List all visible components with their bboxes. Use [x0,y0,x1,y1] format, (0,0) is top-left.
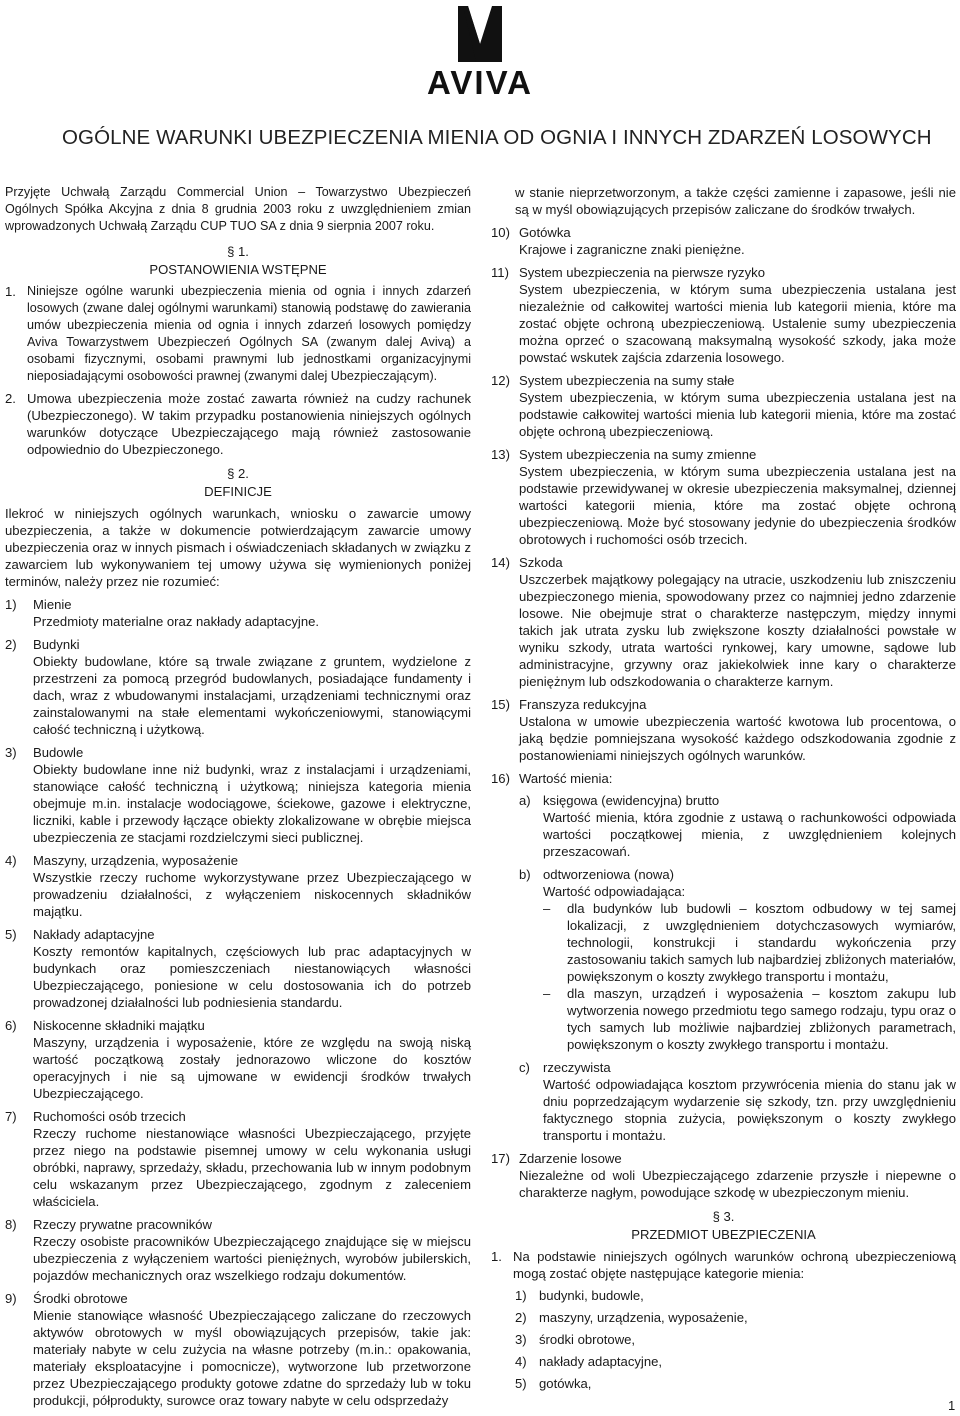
definition-body: Niezależne od woli Ubezpieczającego zdarzenie przyszłe i niepewne o charakterze nagłym, powodujące szkodę w ubezpieczonym mieniu. [519,1168,956,1200]
definition-number: 11) [491,265,509,280]
aviva-logo-icon [416,6,544,64]
definition-number: 14) [491,555,510,570]
definition-term: Środki obrotowe [33,1291,128,1306]
section3-item [491,1248,956,1282]
definition-term: Rzeczy prywatne pracowników [33,1217,213,1232]
category-number: 1) [515,1288,527,1303]
section2-heading [5,465,471,501]
definition-item [5,1108,471,1210]
intro-paragraph: Przyjęte Uchwałą Zarządu Commercial Union – Towarzystwo Ubezpieczeń Ogólnych Spółka Akcyjna z dnia 8 grudnia 2003 roku z uwzględnieniem zmian wprowadzonych Uchwałą Zarządu CUP TUO SA z dnia 9 sierpnia 2007 roku. [5,185,471,233]
dash-mark: – [543,901,551,916]
value-type-letter: b) [519,867,531,882]
definition-item [5,852,471,920]
value-type-body: Wartość odpowiadająca kosztom przywrócenia mienia do stanu jak w dniu poprzedzającym wydarzenie się szkody, tzn. przy uwzględnieniu faktycznego stopnia zużycia, powiększonym o koszty zwykłego transportu i montażu. [543,1077,956,1143]
definition-number: 4) [5,853,17,868]
definition-item [491,770,956,787]
section2-title: DEFINICJE [204,484,272,499]
definition-body: System ubezpieczenia, w którym suma ubezpieczenia ustalana jest na podstawie przewidywanej w okresie ubezpieczenia maksymalnej, dziennej wartości kategorii mienia, które ma zostać objęte ochroną ubezpieczeniową. Może być stosowany jedynie do ubezpieczenia środków obrotowych i ruchomości osób trzecich. [519,464,956,547]
right-column [491,184,956,1397]
dash-text: dla budynków lub budowli – kosztom odbudowy w tej samej lokalizacji, z uwzględnieniem dotychczasowych wymiarów, technologii, konstrukcji i standardu wykończenia przy zastosowaniu takich samych lub najbardziej zbliżonych materiałów, powiększonym o koszty zwykłego transportu i montażu, [567,901,956,984]
definition-term: Mienie [33,597,72,612]
definition-term: Franszyza redukcyjna [519,697,647,712]
logo-text: AVIVA [427,64,533,101]
value-type-body: Wartość mienia, która zgodnie z ustawą o rachunkowości odpowiada wartości początkowej mienia, z uwzględnieniem kolejnych przeszacowań. [543,810,956,859]
definition-term: Wartość mienia: [519,771,613,786]
item-number: 1. [491,1249,502,1264]
value-type-term: księgowa (ewidencyjna) brutto [543,793,720,808]
value-type-item [519,866,956,1053]
section3-number: § 3. [712,1209,735,1224]
definition-term: System ubezpieczenia na pierwsze ryzyko [519,265,765,280]
definition-body: Przedmioty materialne oraz nakłady adaptacyjne. [33,614,320,629]
definition-body: System ubezpieczenia, w którym suma ubezpieczenia ustalana jest na podstawie całkowitej wartości mienia lub kategorii mienia, które ma zostać objęte ochroną ubezpieczeniową. [519,390,956,439]
value-type-letter: a) [519,793,531,808]
definition-body: System ubezpieczenia, w którym suma ubezpieczenia ustalana jest niezależnie od całkowitej wartości mienia lub kategorii mienia, które ma zostać objęte ochroną ubezpieczeniową. Ustalenie sumy ubezpieczenia można oprzeć o szacowaną maksymalną wysokość szkody, jaka może powstać wskutek zajścia zdarzenia losowego. [519,282,956,365]
category-item [515,1375,956,1392]
definition-number: 16) [491,771,510,786]
value-type-term: rzeczywista [543,1060,611,1075]
category-number: 4) [515,1354,527,1369]
category-text: gotówka, [539,1376,592,1391]
definition-term: Gotówka [519,225,571,240]
dash-list [543,900,956,1053]
section1-title: POSTANOWIENIA WSTĘPNE [149,262,327,277]
dash-item [543,985,956,1053]
value-type-item [519,792,956,860]
definition-item [5,596,471,630]
definition-term: Ruchomości osób trzecich [33,1109,186,1124]
definition-body: Obiekty budowlane, które są trwale związane z gruntem, wydzielone z przestrzeni za pomocą przegród budowlanych, posiadające fundamenty i dach, wraz z wbudowanymi instalacjami, urządzeniami technicznymi oraz zainstalowanymi na stałe elementami wykończeniowymi, stanowiącymi całość techniczną i użytkową. [33,654,471,737]
dash-item [543,900,956,985]
section3-heading [491,1208,956,1244]
definition-continuation: w stanie nieprzetworzonym, a także części zamienne i zapasowe, jeśli nie są w myśl obowiązujących przepisów zaliczane do środków trwałych. [515,185,956,217]
document-title: OGÓLNE WARUNKI UBEZPIECZENIA MIENIA OD OGNIA I INNYCH ZDARZEŃ LOSOWYCH [62,126,932,149]
definition-body: Uszczerbek majątkowy polegający na utracie, uszkodzeniu lub zniszczeniu ubezpieczonego mienia, spowodowany przez co najmniej jedno zdarzenie losowe. Nie obejmuje strat o charakterze następczym, między innymi takich jak utrata zysku lub zwiększone koszty działalności powstałe w wyniku szkody, utrata wartości rynkowej, kary umowne, sądowe lub administracyjne, grzywny oraz jakiekolwiek inne kary o charakterze pieniężnym lub odszkodowania o charakterze karnym. [519,572,956,689]
definition-term: Niskocenne składniki majątku [33,1018,205,1033]
aviva-logo [416,6,544,101]
definition-body: Rzeczy osobiste pracowników Ubezpieczającego znajdujące się w miejscu ubezpieczenia z wyłączeniem wartości pieniężnych, wyrobów jubilerskich, pojazdów mechanicznych oraz wszelkiego rodzaju dokumentów. [33,1234,471,1283]
definition-item [5,1216,471,1284]
definition-item [5,1290,471,1409]
definition-body: Obiekty budowlane inne niż budynki, wraz z instalacjami i urządzeniami, stanowiące całość techniczną i użytkową; niniejsza kategoria mienia obejmuje m.in. instalacje wodociągowe, ściekowe, gazowe i elektryczne, liczniki, kable i przewody łączące obiekty zlokalizowane w obrębie miejsca ubezpieczenia ze stacjami rozdzielczymi sieci publicznej. [33,762,471,845]
definition-body: Maszyny, urządzenia i wyposażenie, które ze względu na swoją niską wartość początkową zostały jednorazowo wliczone do kosztów operacyjnych i nie są ujmowane w ewidencji środków trwałych Ubezpieczającego. [33,1035,471,1101]
definition-number: 5) [5,927,17,942]
value-type-body: Wartość odpowiadająca: [543,884,686,899]
item-text: Niniejsze ogólne warunki ubezpieczenia mienia od ognia i innych zdarzeń losowych (zwane dalej ogólnymi warunkami) stanowią podstawę do zawierania umów ubezpieczenia mienia od ognia i innych zdarzeń losowych pomiędzy Aviva Towarzystwem Ubezpieczeń Ogólnych SA (zwanym dalej Avivą) a osobami fizycznymi, osobami prawnymi lub jednostkami organizacyjnymi nieposiadającymi osobowości prawnej (zwanymi dalej Ubezpieczającym). [27,284,471,383]
category-item [515,1331,956,1348]
value-type-item [519,1059,956,1144]
definition-number: 9) [5,1291,17,1306]
definition-term: Budowle [33,745,84,760]
definition-number: 17) [491,1151,510,1166]
category-text: maszyny, urządzenia, wyposażenie, [539,1310,748,1325]
definition-item [491,372,956,440]
definition-item [5,1017,471,1102]
dash-text: dla maszyn, urządzeń i wyposażenia – kosztom zakupu lub wytworzenia nowego przedmiotu tego samego rodzaju, typu oraz o tych samych lub możliwie najbardziej zbliżonych parametrach, powiększonym o koszty zwykłego transportu i montażu. [567,986,956,1052]
section3-title: PRZEDMIOT UBEZPIECZENIA [631,1227,816,1242]
definition-term: System ubezpieczenia na sumy zmienne [519,447,757,462]
definition-term: Nakłady adaptacyjne [33,927,155,942]
definition-term: System ubezpieczenia na sumy stałe [519,373,735,388]
category-item [515,1309,956,1326]
item-text: Na podstawie niniejszych ogólnych warunków ochroną ubezpieczeniową mogą zostać objęte następujące kategorie mienia: [513,1249,956,1281]
definition-number: 15) [491,697,510,712]
definition-number: 13) [491,447,510,462]
definition-number: 8) [5,1217,17,1232]
section1-item [5,283,471,385]
value-type-letter: c) [519,1060,530,1075]
page-number: 1 [948,1398,956,1413]
category-item [515,1287,956,1304]
definition-item [491,446,956,548]
definition-number: 12) [491,373,510,388]
definition-term: Zdarzenie losowe [519,1151,622,1166]
definition-item [5,926,471,1011]
value-type-term: odtworzeniowa (nowa) [543,867,675,882]
definition-term: Maszyny, urządzenia, wyposażenie [33,853,238,868]
item-number: 2. [5,391,16,406]
definition-body: Krajowe i zagraniczne znaki pieniężne. [519,242,745,257]
definition-item [5,636,471,738]
category-number: 2) [515,1310,527,1325]
definition-number: 6) [5,1018,17,1033]
definition-number: 7) [5,1109,17,1124]
definition-item [491,224,956,258]
category-text: budynki, budowle, [539,1288,644,1303]
definition-body: Mienie stanowiące własność Ubezpieczającego zaliczane do rzeczowych aktywów obrotowych w myśl obowiązujących przepisów, takie jak: materiały nabyte w celu zużycia na własne potrzeby (m.in.: opakowania, materiały eksploatacyjne i pomocnicze), wytworzone lub przetworzone przez Ubezpieczającego produkty gotowe zdatne do sprzedaży lub w toku produkcji, półprodukty, surowce oraz towary nabyte w celu odsprzedaży [33,1308,471,1408]
section2-intro: Ilekroć w niniejszych ogólnych warunkach, wniosku o zawarcie umowy ubezpieczenia, a także w dokumencie potwierdzającym zawarcie umowy ubezpieczenia oraz w innych pismach i oświadczeniach składanych w związku z zawarciem lub wykonywaniem tej umowy używa się wymienionych poniżej terminów, należy przez nie rozumieć: [5,506,471,589]
category-item [515,1353,956,1370]
definition-item [5,744,471,846]
left-column [5,184,471,1415]
category-text: środki obrotowe, [539,1332,636,1347]
section2-number: § 2. [227,466,249,481]
section1-heading [5,243,471,279]
definition-number: 1) [5,597,17,612]
definition-term: Szkoda [519,555,563,570]
definition-number: 10) [491,225,510,240]
definition-body: Ustalona w umowie ubezpieczenia wartość kwotowa lub procentowa, o jaką będzie pomniejszana wysokość każdego odszkodowania zgodnie z postanowieniami niniejszych ogólnych warunków. [519,714,956,763]
category-text: nakłady adaptacyjne, [539,1354,663,1369]
definition-item [491,554,956,690]
definition-body: Koszty remontów kapitalnych, częściowych lub prac adaptacyjnych w budynkach oraz pomieszczeniach niestanowiących własności Ubezpieczającego, poniesione w celu dostosowania ich do potrzeb prowadzonej działalności lub podniesienia standardu. [33,944,471,1010]
definition-body: Wszystkie rzeczy ruchome wykorzystywane przez Ubezpieczającego w prowadzeniu działalności, z wyłączeniem niskocennych składników majątku. [33,870,471,919]
definition-item [491,696,956,764]
category-number: 5) [515,1376,527,1391]
definition-item [491,1150,956,1201]
category-number: 3) [515,1332,527,1347]
item-number: 1. [5,284,16,299]
item-text: Umowa ubezpieczenia może zostać zawarta również na cudzy rachunek (Ubezpieczonego). W takim przypadku postanowienia niniejszych ogólnych warunków dotyczące Ubezpieczającego mają również zastosowanie odpowiednio do Ubezpieczonego. [27,391,471,457]
definition-term: Budynki [33,637,80,652]
definition-body: Rzeczy ruchome niestanowiące własności Ubezpieczającego, przyjęte przez niego na podstawie pisemnej umowy w celu wykonania usługi obróbki, naprawy, sprzedaży, składu, przechowania lub w innym podobnym celu wskazanym przez Ubezpieczającego, zgodnym z zaleceniem właściciela. [33,1126,471,1209]
definition-number: 2) [5,637,17,652]
definition-item [491,264,956,366]
section1-item [5,390,471,458]
dash-mark: – [543,986,551,1001]
section1-number: § 1. [227,244,249,259]
definition-number: 3) [5,745,17,760]
